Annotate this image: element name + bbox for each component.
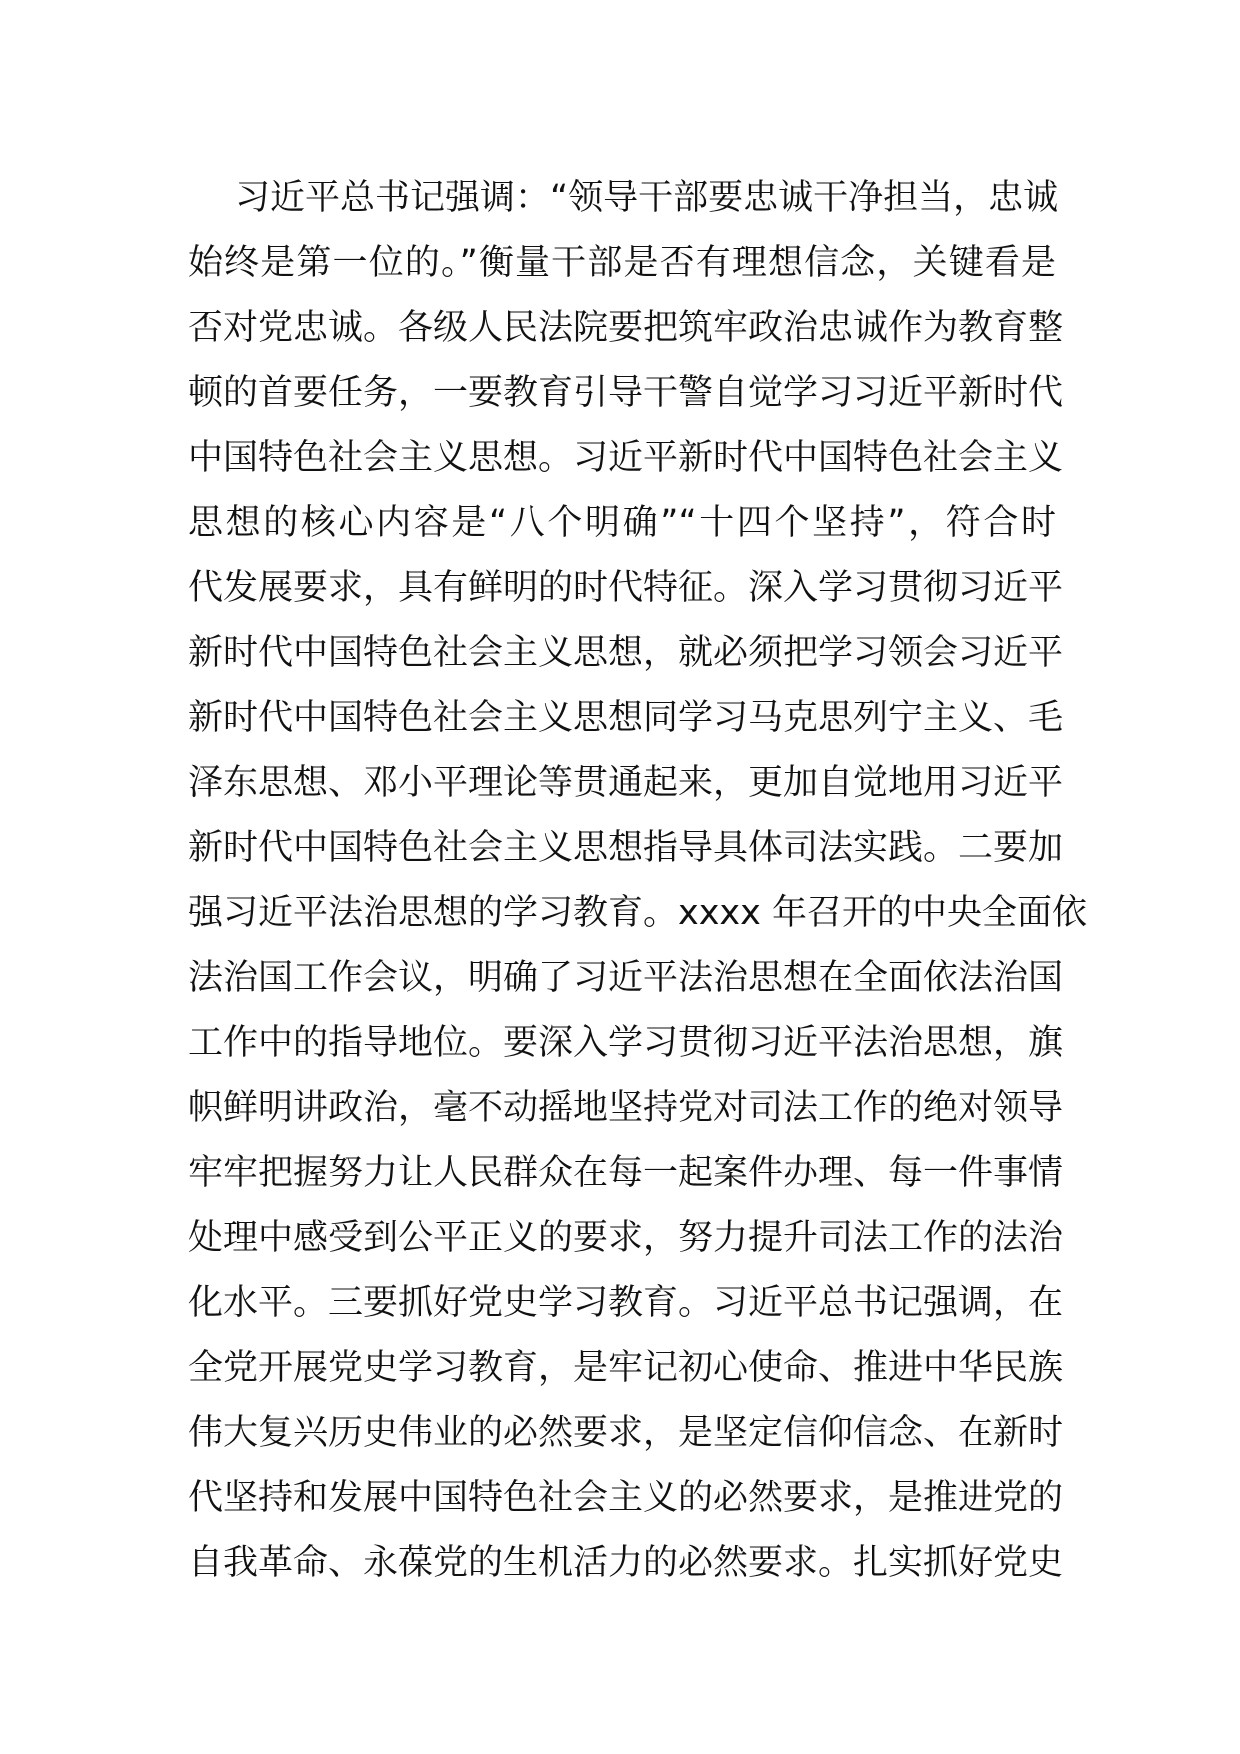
paragraph-line: 伟大复兴历史伟业的必然要求，是坚定信仰信念、在新时: [188, 1413, 1064, 1453]
paragraph-line: 代发展要求，具有鲜明的时代特征。深入学习贯彻习近平: [188, 568, 1064, 608]
paragraph-line: 泽东思想、邓小平理论等贯通起来，更加自觉地用习近平: [188, 763, 1064, 803]
paragraph-line: 始终是第一位的。”衡量干部是否有理想信念，关键看是: [188, 243, 1056, 283]
paragraph-line: 顿的首要任务，一要教育引导干警自觉学习习近平新时代: [188, 373, 1064, 413]
paragraph-line: 习近平总书记强调：“领导干部要忠诚干净担当，忠诚: [235, 178, 1059, 218]
paragraph-line: 帜鲜明讲政治，毫不动摇地坚持党对司法工作的绝对领导: [188, 1088, 1064, 1128]
paragraph-line: 否对党忠诚。各级人民法院要把筑牢政治忠诚作为教育整: [188, 308, 1064, 348]
paragraph-line: 代坚持和发展中国特色社会主义的必然要求，是推进党的: [188, 1478, 1064, 1518]
paragraph-line: 处理中感受到公平正义的要求，努力提升司法工作的法治: [188, 1218, 1064, 1258]
paragraph-line: 牢牢把握努力让人民群众在每一起案件办理、每一件事情: [188, 1153, 1064, 1193]
paragraph-line: 工作中的指导地位。要深入学习贯彻习近平法治思想，旗: [188, 1023, 1064, 1063]
paragraph-line: 全党开展党史学习教育，是牢记初心使命、推进中华民族: [188, 1348, 1064, 1388]
paragraph-line: 强习近平法治思想的学习教育。xxxx 年召开的中央全面依: [188, 893, 1087, 933]
paragraph-line: 新时代中国特色社会主义思想同学习马克思列宁主义、毛: [188, 698, 1064, 738]
paragraph-line: 化水平。三要抓好党史学习教育。习近平总书记强调，在: [188, 1283, 1064, 1323]
paragraph-line: 思想的核心内容是“八个明确”“十四个坚持”，符合时: [188, 503, 1056, 543]
paragraph-line: 自我革命、永葆党的生机活力的必然要求。扎实抓好党史: [188, 1543, 1064, 1583]
paragraph-line: 中国特色社会主义思想。习近平新时代中国特色社会主义: [188, 438, 1064, 478]
paragraph-line: 新时代中国特色社会主义思想，就必须把学习领会习近平: [188, 633, 1064, 673]
paragraph-line: 新时代中国特色社会主义思想指导具体司法实践。二要加: [188, 828, 1064, 868]
paragraph-line: 法治国工作会议，明确了习近平法治思想在全面依法治国: [188, 958, 1064, 998]
body-paragraph: [188, 166, 1087, 1596]
